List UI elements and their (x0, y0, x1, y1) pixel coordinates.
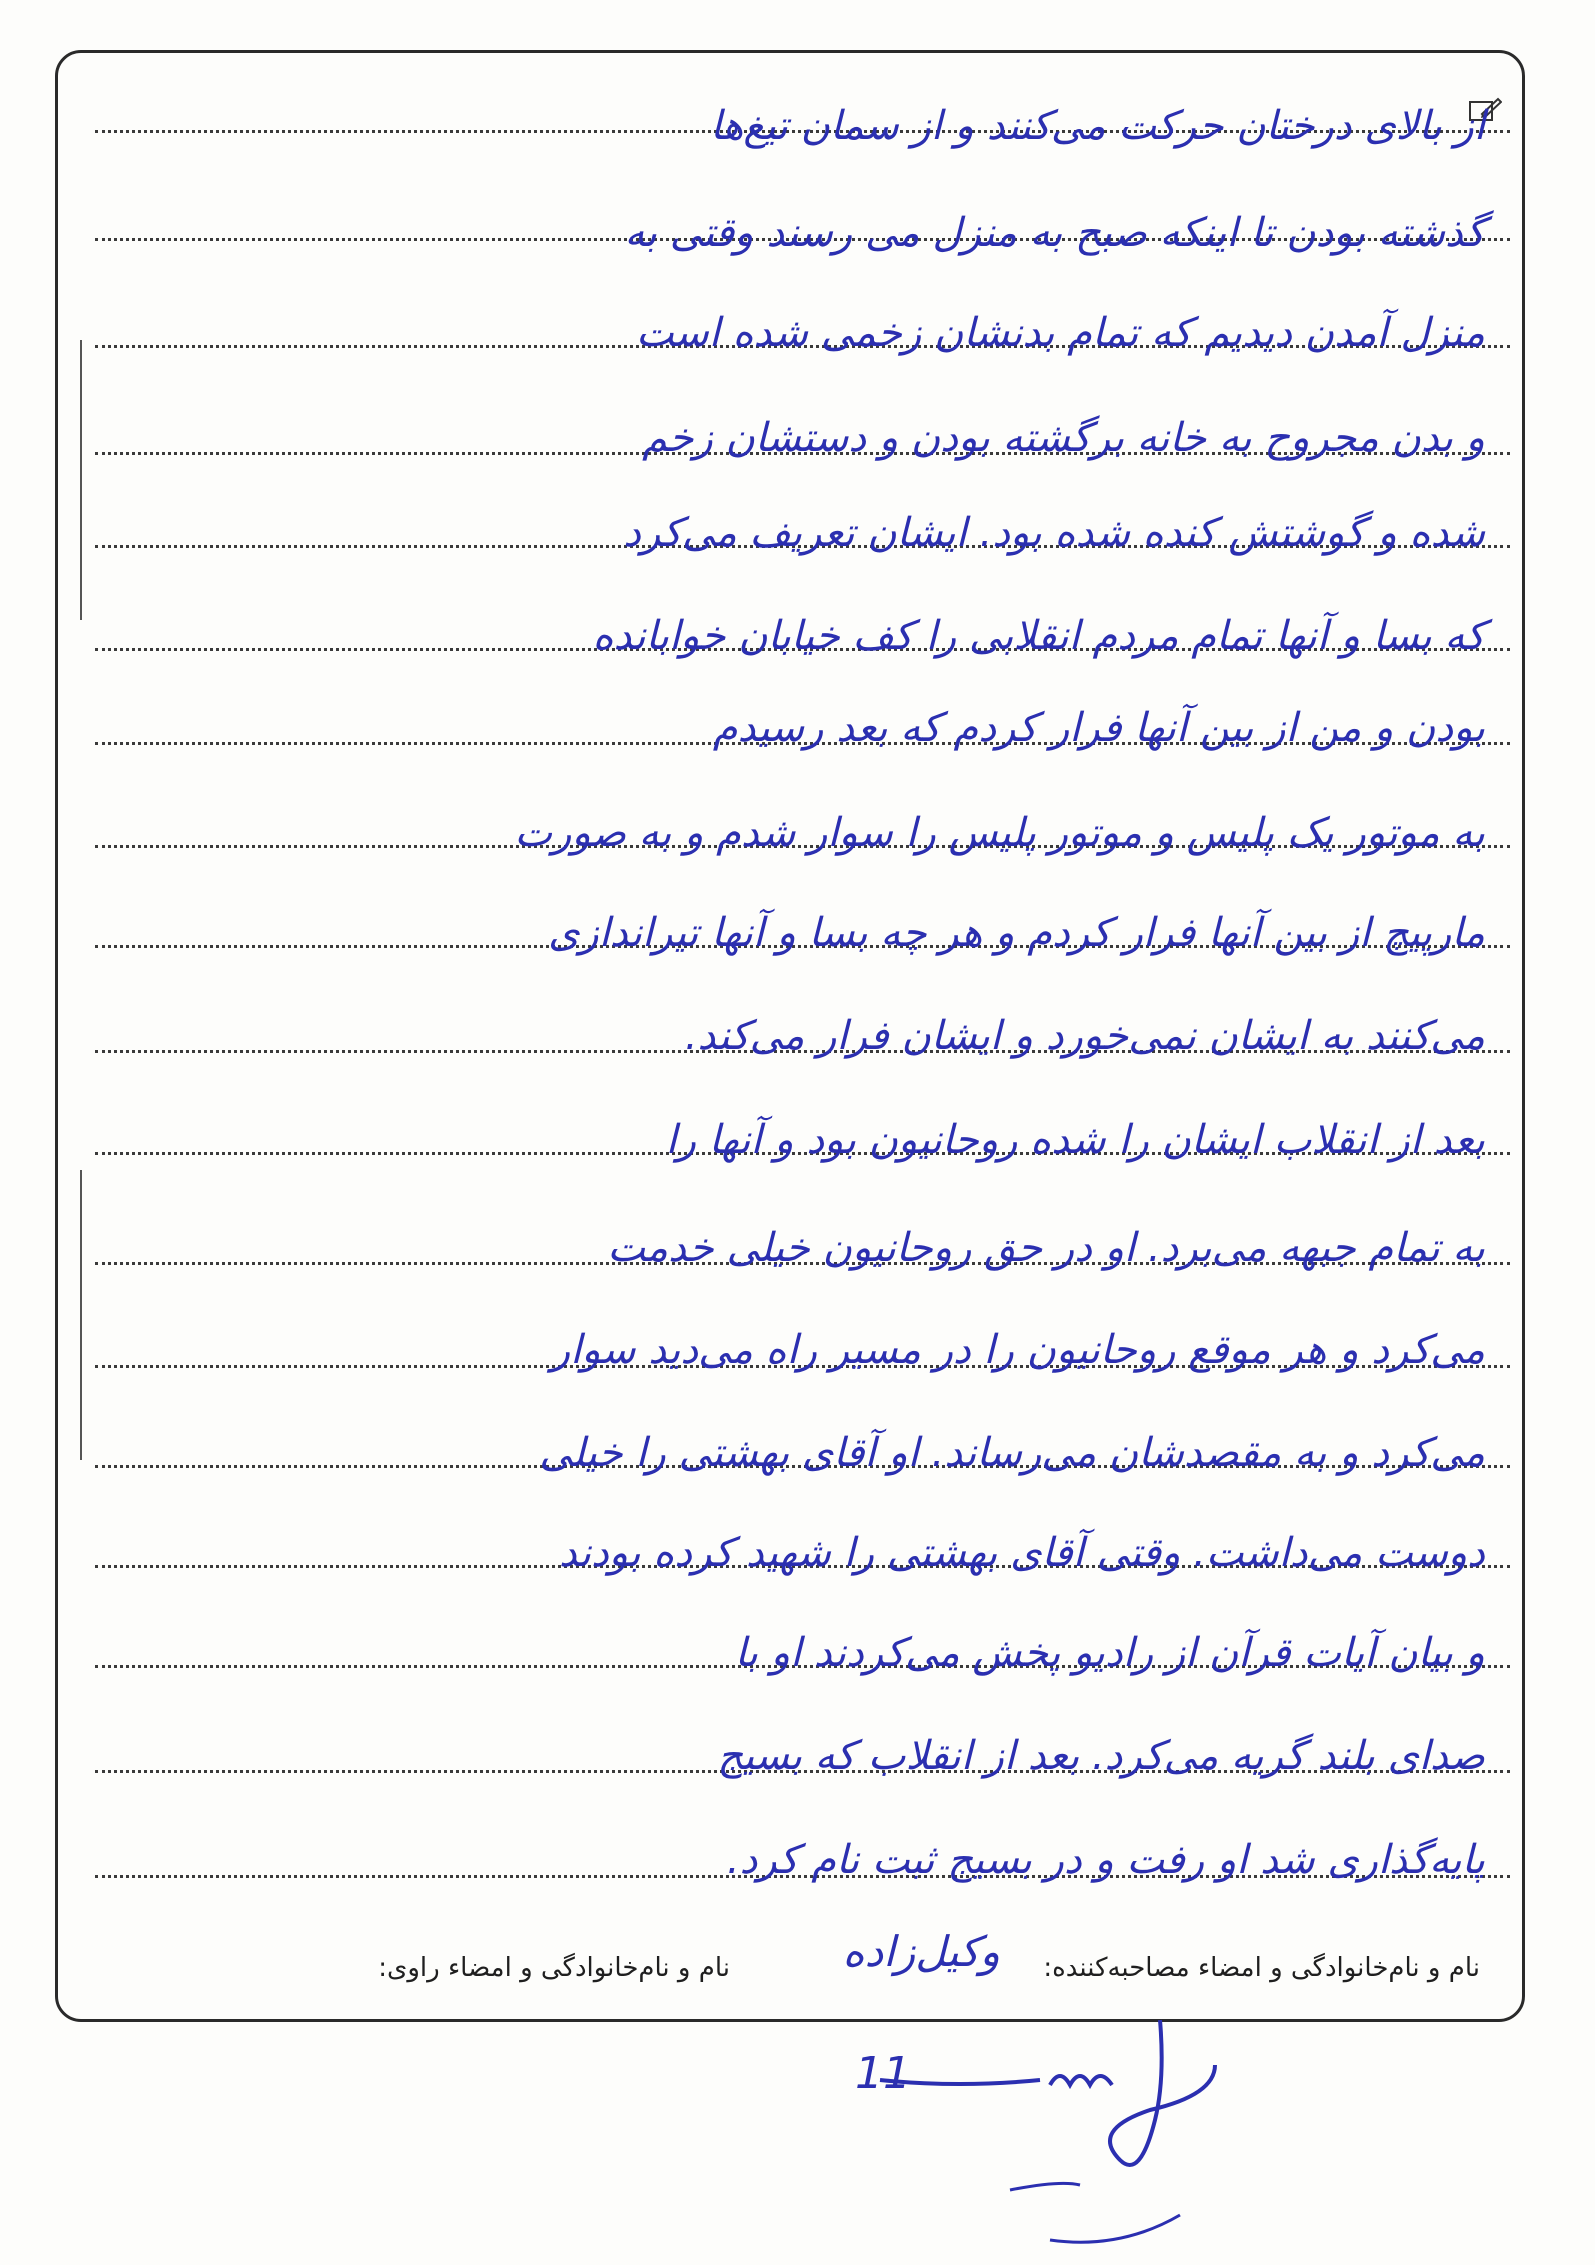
margin-bracket-top (80, 340, 82, 620)
handwritten-line: مارپیچ از بین آنها فرار کردم و هر چه بسا و آنها تیراندازی (548, 910, 1485, 956)
signature-footer (90, 1927, 1490, 1995)
interviewer-label: نام و نام‌خانوادگی و امضاء مصاحبه‌کننده: (1043, 1953, 1480, 1983)
handwritten-line: از بالای درختان حرکت می‌کنند و از سمان تیغ‌ها (710, 103, 1485, 149)
page-number: 11 (855, 2048, 911, 2099)
handwritten-line: که بسا و آنها تمام مردم انقلابی را کف خیابان خوابانده (592, 613, 1485, 659)
handwritten-line: گذشته بودن تا اینکه صبح به منزل می رسند وقتی به (624, 210, 1485, 256)
handwritten-line: می‌کرد و هر موقع روحانیون را در مسیر راه می‌دید سوار (550, 1327, 1485, 1373)
narrator-label: نام و نام‌خانوادگی و امضاء راوی: (378, 1953, 730, 1983)
handwritten-line: پایه‌گذاری شد او رفت و در بسیج ثبت نام کرد. (726, 1837, 1485, 1883)
handwritten-line: به موتور یک پلیس و موتور پلیس را سوار شدم و به صورت (514, 810, 1485, 856)
handwritten-line: شده و گوشتش کنده شده بود. ایشان تعریف می‌کرد (623, 510, 1485, 556)
handwritten-line: و بیان آیات قرآن از رادیو پخش می‌کردند او با (734, 1630, 1485, 1676)
handwritten-line: می‌کنند به ایشان نمی‌خورد و ایشان فرار می‌کند. (684, 1013, 1485, 1059)
handwritten-line: بودن و من از بین آنها فرار کردم که بعد رسیدم (712, 705, 1485, 751)
margin-bracket-bottom (80, 1170, 82, 1460)
narrator-signature-mark (820, 2010, 1240, 2260)
handwritten-line: منزل آمدن دیدیم که تمام بدنشان زخمی شده است (635, 310, 1485, 356)
handwritten-line: صدای بلند گریه می‌کرد. بعد از انقلاب که بسیج (717, 1733, 1485, 1779)
interviewer-signature: وکیل‌زاده (842, 1927, 1000, 1976)
handwritten-line: دوست می‌داشت. وقتی آقای بهشتی را شهید کرده بودند (558, 1530, 1485, 1576)
handwritten-line: به تمام جبهه می‌برد. او در حق روحانیون خیلی خدمت (607, 1225, 1485, 1271)
handwritten-line: بعد از انقلاب ایشان را شده روحانیون بود و آنها را (665, 1117, 1485, 1163)
handwritten-line: می‌کرد و به مقصدشان می‌رساند. او آقای بهشتی را خیلی (539, 1430, 1485, 1476)
handwritten-line: و بدن مجروح به خانه برگشته بودن و دستشان زخم (642, 415, 1485, 461)
